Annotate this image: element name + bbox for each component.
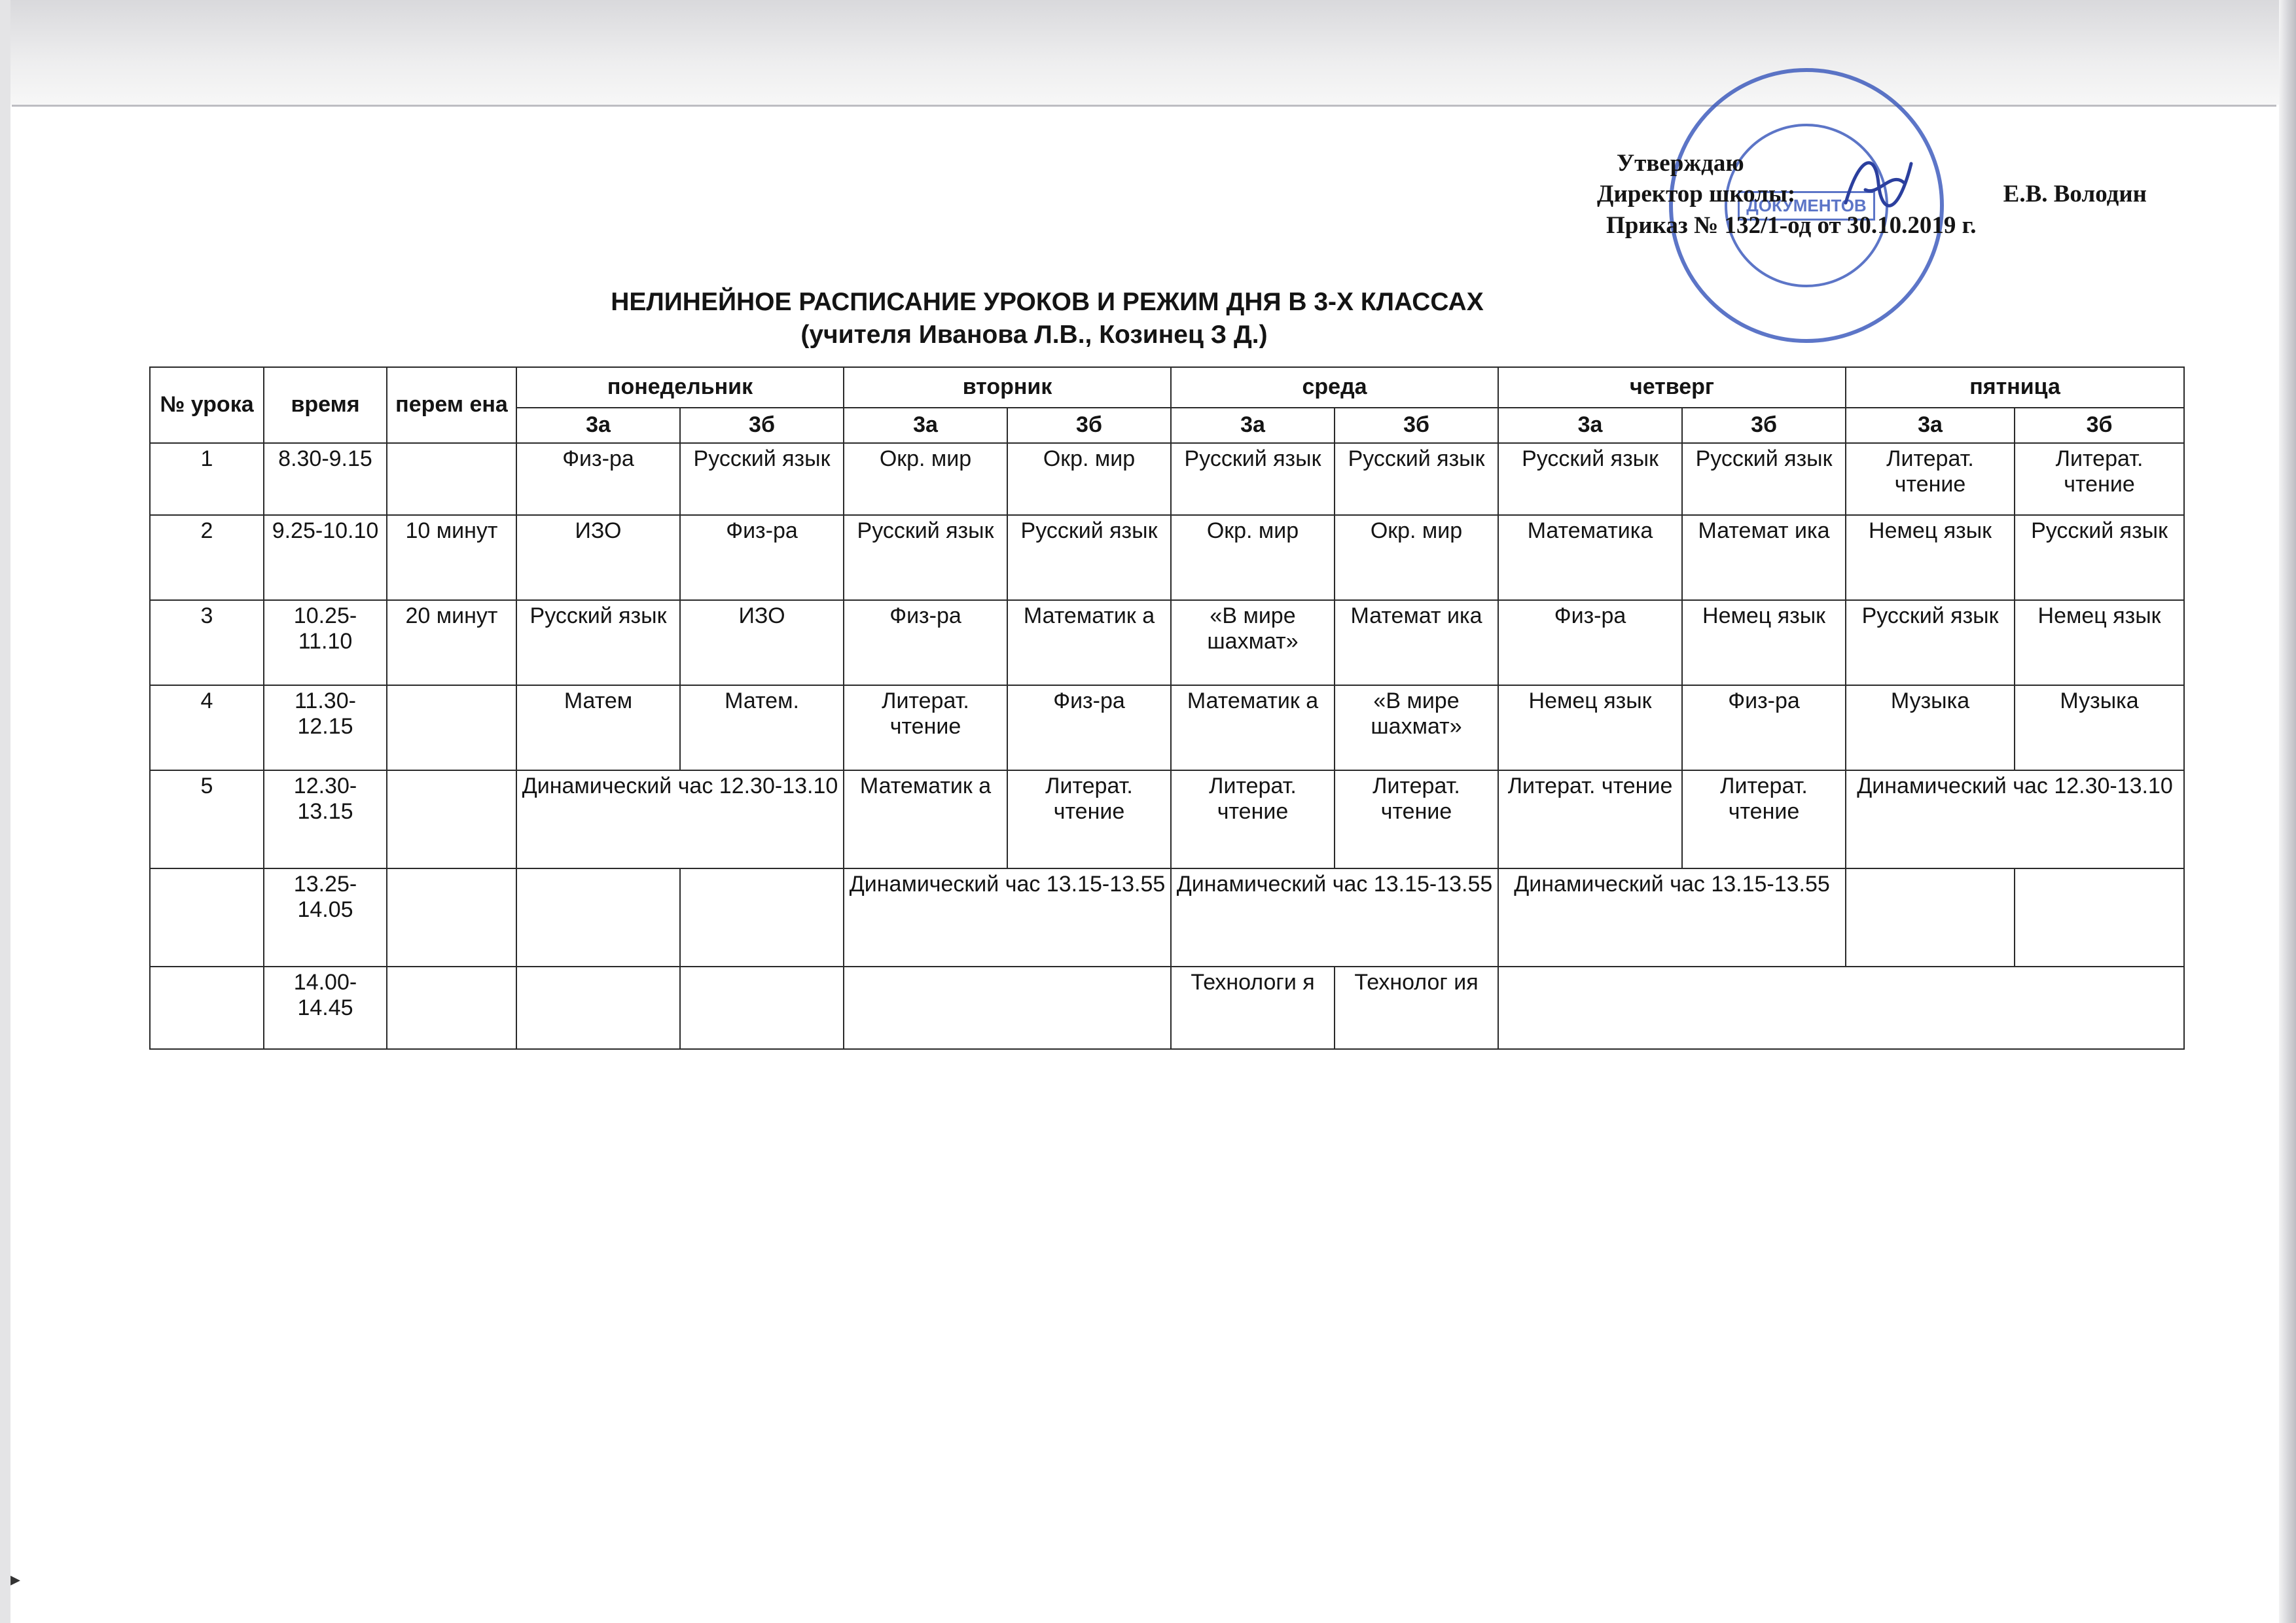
stamp-center-text: ДОКУМЕНТОВ xyxy=(1738,191,1874,221)
cell-wednesday-3b: Окр. мир xyxy=(1335,515,1498,600)
cell-monday-3a: Матем xyxy=(516,685,680,770)
header-class-b: 3б xyxy=(2015,408,2184,443)
cell-monday-3b xyxy=(680,967,844,1049)
lesson-time: 14.00-14.45 xyxy=(264,967,387,1049)
header-day-thursday: четверг xyxy=(1498,367,1846,408)
break-duration xyxy=(387,685,516,770)
scan-top-shadow xyxy=(0,0,2296,105)
cell-tuesday-3a: Окр. мир xyxy=(844,443,1007,515)
lesson-number: 3 xyxy=(150,600,264,685)
cell-wednesday-3b: Математ ика xyxy=(1335,600,1498,685)
break-duration: 10 минут xyxy=(387,515,516,600)
header-class-a: 3а xyxy=(1498,408,1682,443)
cell-wednesday-3b: Литерат. чтение xyxy=(1335,770,1498,868)
lesson-number: 1 xyxy=(150,443,264,515)
cell-friday-3b: Литерат. чтение xyxy=(2015,443,2184,515)
cell-monday-3a: ИЗО xyxy=(516,515,680,600)
header-class-a: 3а xyxy=(844,408,1007,443)
break-duration: 20 минут xyxy=(387,600,516,685)
cell-wednesday-3a: Окр. мир xyxy=(1171,515,1335,600)
cell-monday-3b xyxy=(680,868,844,967)
cell-tuesday-3b: Математик а xyxy=(1007,600,1171,685)
header-break: перем ена xyxy=(387,367,516,443)
cell-friday-3a: Литерат. чтение xyxy=(1846,443,2015,515)
cell-friday-3b: Русский язык xyxy=(2015,515,2184,600)
lesson-number xyxy=(150,868,264,967)
header-day-tuesday: вторник xyxy=(844,367,1171,408)
break-duration xyxy=(387,443,516,515)
cell-friday-3b: Немец язык xyxy=(2015,600,2184,685)
approval-block xyxy=(1597,148,2147,241)
lesson-time: 13.25-14.05 xyxy=(264,868,387,967)
cell-monday-3b: ИЗО xyxy=(680,600,844,685)
header-class-b: 3б xyxy=(1335,408,1498,443)
cell-monday-3b: Физ-ра xyxy=(680,515,844,600)
cell-friday-3a: Музыка xyxy=(1846,685,2015,770)
cell-monday-3a: Физ-ра xyxy=(516,443,680,515)
table-row xyxy=(150,515,2184,600)
cell-thursday-3a: Физ-ра xyxy=(1498,600,1682,685)
cell-thursday-3a: Немец язык xyxy=(1498,685,1682,770)
cell-monday-3b: Матем. xyxy=(680,685,844,770)
cell-wednesday-3a: Математик а xyxy=(1171,685,1335,770)
lesson-time: 8.30-9.15 xyxy=(264,443,387,515)
cell-tuesday-dynamic-hour: Динамический час 13.15-13.55 xyxy=(844,868,1171,967)
cell-wednesday-dynamic-hour: Динамический час 13.15-13.55 xyxy=(1171,868,1498,967)
cell-wednesday-3b: «В мире шахмат» xyxy=(1335,685,1498,770)
cell-tuesday-3a: Физ-ра xyxy=(844,600,1007,685)
cell-friday-3a xyxy=(1846,868,2015,967)
cell-monday-3a xyxy=(516,868,680,967)
scan-edge-line xyxy=(12,105,2276,107)
break-duration xyxy=(387,967,516,1049)
header-class-b: 3б xyxy=(680,408,844,443)
cell-wednesday-3b: Русский язык xyxy=(1335,443,1498,515)
lesson-time: 9.25-10.10 xyxy=(264,515,387,600)
cell-tuesday-3a: Математик а xyxy=(844,770,1007,868)
schedule-table xyxy=(149,366,2185,1050)
cell-friday-3b xyxy=(2015,868,2184,967)
cell-friday-3a: Русский язык xyxy=(1846,600,2015,685)
approval-line-1: Утверждаю xyxy=(1617,150,1744,177)
cell-thursday-3b: Математ ика xyxy=(1682,515,1846,600)
cell-friday-3a: Немец язык xyxy=(1846,515,2015,600)
cell-wednesday-3a: Технологи я xyxy=(1171,967,1335,1049)
header-day-friday: пятница xyxy=(1846,367,2184,408)
cell-thursday-friday-empty xyxy=(1498,967,2184,1049)
cell-tuesday-3b: Литерат. чтение xyxy=(1007,770,1171,868)
header-class-a: 3а xyxy=(1171,408,1335,443)
cell-thursday-3a: Русский язык xyxy=(1498,443,1682,515)
cell-thursday-3b: Русский язык xyxy=(1682,443,1846,515)
cell-tuesday-3a: Русский язык xyxy=(844,515,1007,600)
table-row xyxy=(150,967,2184,1049)
cell-tuesday-3b: Русский язык xyxy=(1007,515,1171,600)
cell-monday-3a xyxy=(516,967,680,1049)
break-duration xyxy=(387,770,516,868)
cell-friday-3b: Музыка xyxy=(2015,685,2184,770)
table-row xyxy=(150,685,2184,770)
header-class-b: 3б xyxy=(1007,408,1171,443)
cell-tuesday-3b: Окр. мир xyxy=(1007,443,1171,515)
break-duration xyxy=(387,868,516,967)
cell-thursday-3b: Физ-ра xyxy=(1682,685,1846,770)
cell-friday-dynamic-hour: Динамический час 12.30-13.10 xyxy=(1846,770,2184,868)
table-row xyxy=(150,600,2184,685)
lesson-time: 11.30-12.15 xyxy=(264,685,387,770)
cell-tuesday-empty xyxy=(844,967,1171,1049)
lesson-number: 5 xyxy=(150,770,264,868)
approval-director-name: Е.В. Володин xyxy=(2003,181,2147,208)
cell-tuesday-3a: Литерат. чтение xyxy=(844,685,1007,770)
approval-order-line: Приказ № 132/1-од от 30.10.2019 г. xyxy=(1606,211,1977,239)
header-time: время xyxy=(264,367,387,443)
corner-mark: ▸ xyxy=(10,1569,21,1590)
approval-director-label: Директор школы: xyxy=(1597,181,1796,208)
table-row xyxy=(150,770,2184,868)
cell-wednesday-3a: Литерат. чтение xyxy=(1171,770,1335,868)
cell-thursday-3b: Литерат. чтение xyxy=(1682,770,1846,868)
cell-monday-dynamic-hour: Динамический час 12.30-13.10 xyxy=(516,770,844,868)
approval-line-2 xyxy=(1597,179,2147,209)
lesson-number: 2 xyxy=(150,515,264,600)
lesson-time: 10.25-11.10 xyxy=(264,600,387,685)
page-subtitle: (учителя Иванова Л.В., Козинец З Д.) xyxy=(800,321,1268,349)
cell-thursday-3b: Немец язык xyxy=(1682,600,1846,685)
scan-right-edge xyxy=(2279,0,2296,1623)
table-row xyxy=(150,443,2184,515)
cell-wednesday-3a: «В мире шахмат» xyxy=(1171,600,1335,685)
lesson-number: 4 xyxy=(150,685,264,770)
header-class-a: 3а xyxy=(516,408,680,443)
header-class-b: 3б xyxy=(1682,408,1846,443)
cell-monday-3a: Русский язык xyxy=(516,600,680,685)
cell-wednesday-3a: Русский язык xyxy=(1171,443,1335,515)
scan-left-edge xyxy=(0,0,10,1623)
header-row-days xyxy=(150,367,2184,408)
cell-tuesday-3b: Физ-ра xyxy=(1007,685,1171,770)
table-row xyxy=(150,868,2184,967)
cell-thursday-dynamic-hour: Динамический час 13.15-13.55 xyxy=(1498,868,1846,967)
lesson-number xyxy=(150,967,264,1049)
header-day-monday: понедельник xyxy=(516,367,844,408)
header-day-wednesday: среда xyxy=(1171,367,1498,408)
page-title: НЕЛИНЕЙНОЕ РАСПИСАНИЕ УРОКОВ И РЕЖИМ ДНЯ В 3-Х КЛАССАХ xyxy=(611,288,1484,316)
cell-monday-3b: Русский язык xyxy=(680,443,844,515)
header-class-a: 3а xyxy=(1846,408,2015,443)
cell-thursday-3a: Литерат. чтение xyxy=(1498,770,1682,868)
cell-thursday-3a: Математика xyxy=(1498,515,1682,600)
cell-wednesday-3b: Технолог ия xyxy=(1335,967,1498,1049)
lesson-time: 12.30-13.15 xyxy=(264,770,387,868)
header-lesson-no: № урока xyxy=(150,367,264,443)
